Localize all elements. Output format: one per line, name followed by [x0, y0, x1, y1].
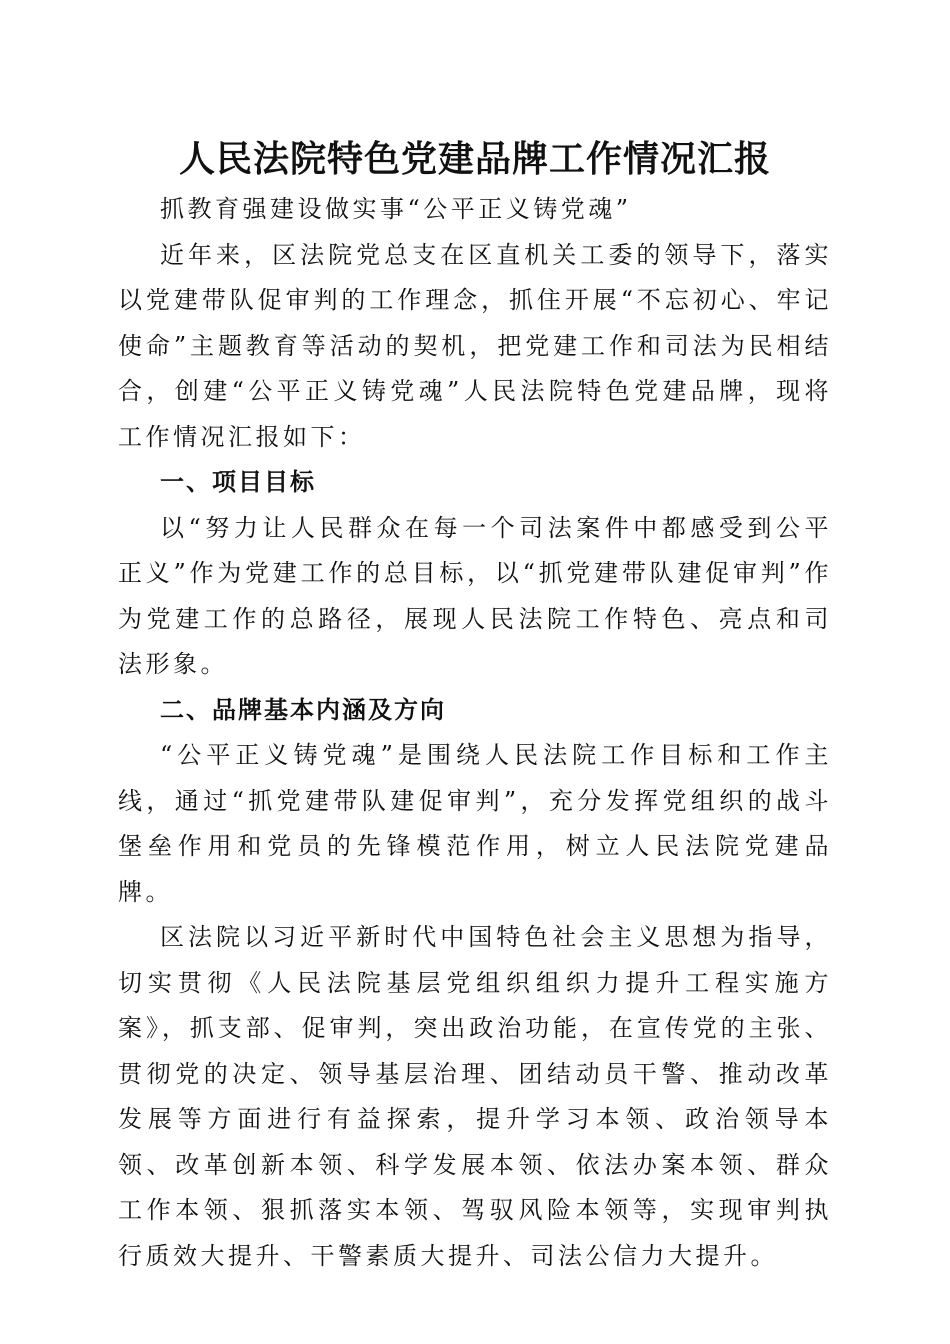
- document-body: [118, 187, 832, 1279]
- document-title: 人民法院特色党建品牌工作情况汇报: [178, 138, 771, 180]
- brand-paragraph-1: “公平正义铸党魂”是围绕人民法院工作目标和工作主线，通过“抓党建带队建促审判”，充分发挥党组织的战斗堡垒作用和党员的先锋模范作用，树立人民法院党建品牌。: [118, 741, 832, 906]
- goals-paragraph: 以“努力让人民群众在每一个司法案件中都感受到公平正义”作为党建工作的总目标，以“抓党建带队建促审判”作为党建工作的总路径，展现人民法院工作特色、亮点和司法形象。: [118, 513, 832, 678]
- brand-paragraph-2: 区法院以习近平新时代中国特色社会主义思想为指导，切实贯彻《人民法院基层党组织组织力提升工程实施方案》，抓支部、促审判，突出政治功能，在宣传党的主张、贯彻党的决定、领导基层治理、团结动员干警、推动改革发展等方面进行有益探索，提升学习本领、政治领导本领、改革创新本领、科学发展本领、依法办案本领、群众工作本领、狠抓落实本领、驾驭风险本领等，实现审判执行质效大提升、干警素质大提升、司法公信力大提升。: [118, 923, 832, 1270]
- section-heading-goals: 一、项目目标: [160, 468, 316, 496]
- section-heading-brand: 二、品牌基本内涵及方向: [160, 695, 446, 724]
- subtitle: 抓教育强建设做实事“公平正义铸党魂”: [160, 195, 632, 223]
- intro-paragraph: 近年来，区法院党总支在区直机关工委的领导下，落实以党建带队促审判的工作理念，抓住开展“不忘初心、牢记使命”主题教育等活动的契机，把党建工作和司法为民相结合，创建“公平正义铸党魂”人民法院特色党建品牌，现将工作情况汇报如下：: [118, 240, 832, 451]
